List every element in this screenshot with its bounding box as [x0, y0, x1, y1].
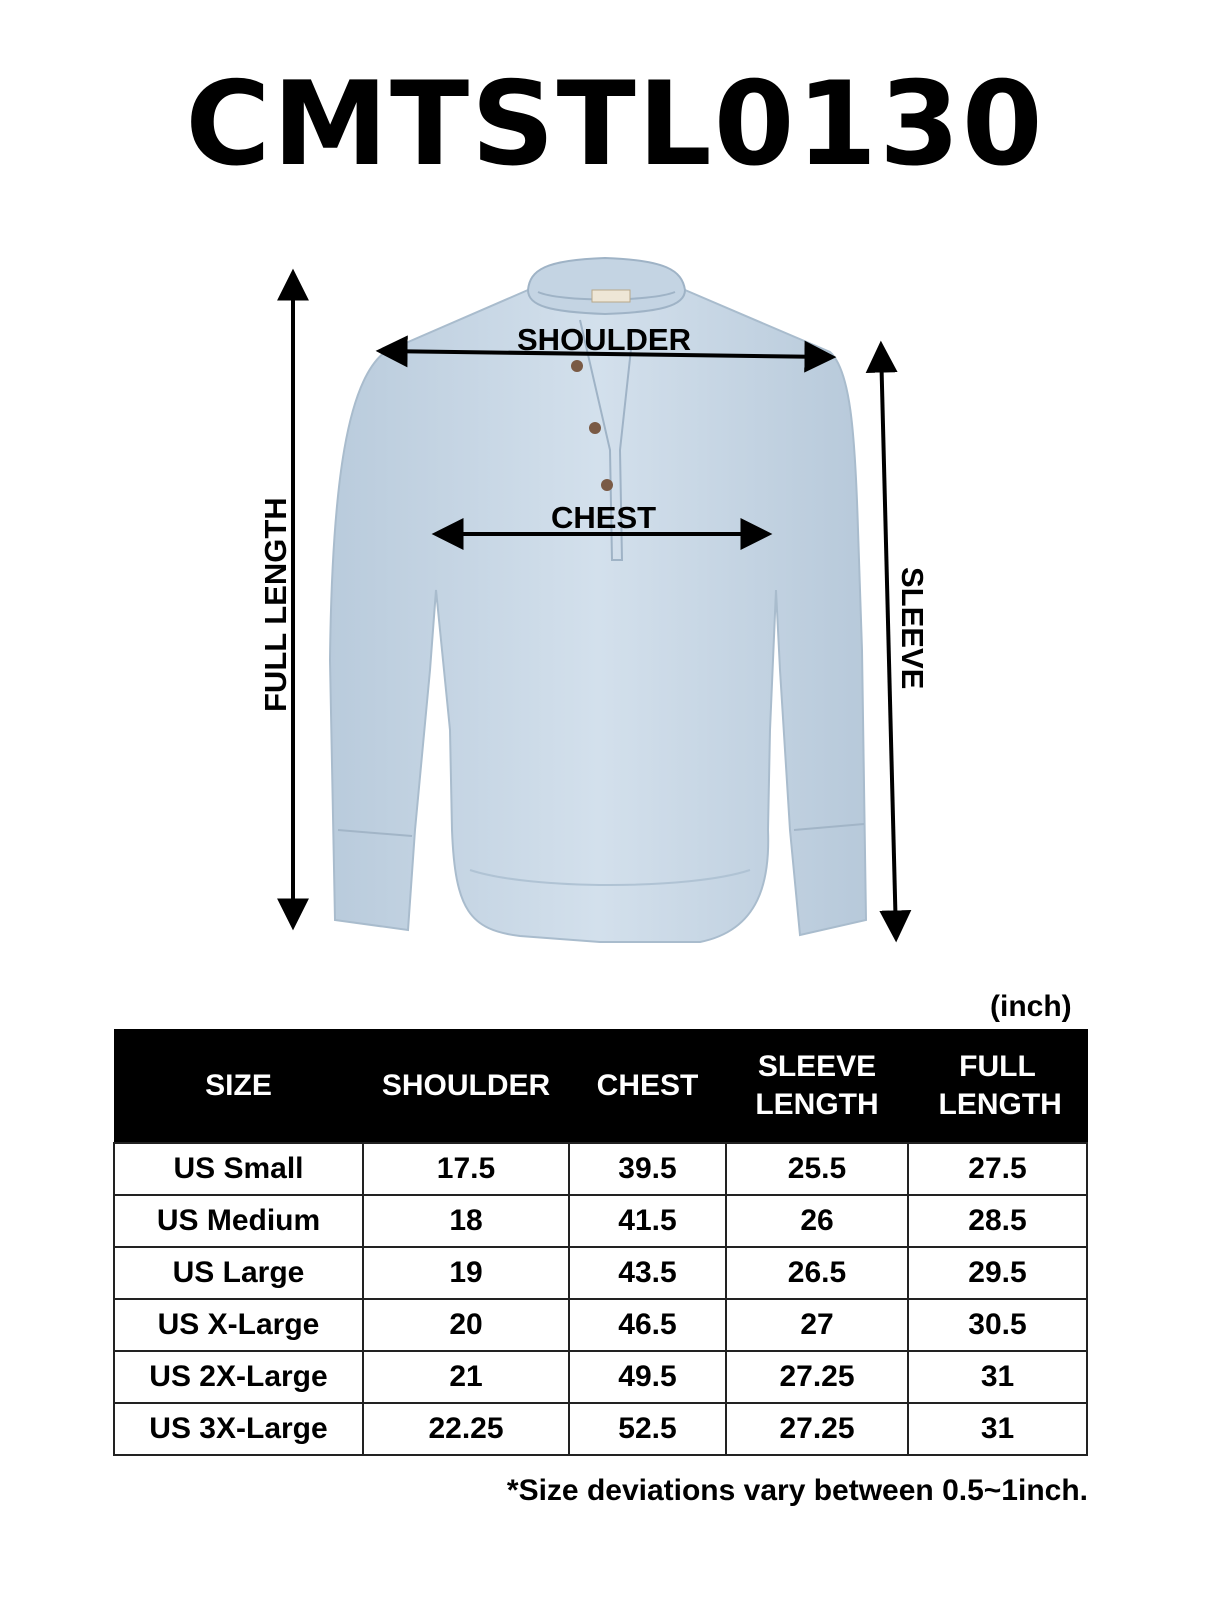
full-length-cell: 27.5: [908, 1143, 1087, 1195]
full-length-cell: 31: [908, 1351, 1087, 1403]
header-sleeve-length: SLEEVE LENGTH: [726, 1030, 908, 1144]
table-row: [114, 1403, 1087, 1455]
sleeve-label: SLEEVE: [895, 567, 930, 690]
table-header-row: [114, 1030, 1087, 1144]
size-cell: US Medium: [114, 1195, 363, 1247]
chest-cell: 49.5: [569, 1351, 726, 1403]
shoulder-cell: 19: [363, 1247, 569, 1299]
header-full-length: FULL LENGTH: [908, 1030, 1087, 1144]
shoulder-cell: 18: [363, 1195, 569, 1247]
size-deviation-note: *Size deviations vary between 0.5~1inch.: [506, 1474, 1088, 1507]
chest-cell: 41.5: [569, 1195, 726, 1247]
shoulder-label: SHOULDER: [517, 322, 691, 357]
shoulder-cell: 20: [363, 1299, 569, 1351]
full-length-cell: 30.5: [908, 1299, 1087, 1351]
chest-cell: 52.5: [569, 1403, 726, 1455]
chest-cell: 46.5: [569, 1299, 726, 1351]
size-cell: US Small: [114, 1143, 363, 1195]
header-chest: CHEST: [569, 1030, 726, 1144]
chest-label: CHEST: [551, 500, 657, 535]
sleeve-length-cell: 27.25: [726, 1351, 908, 1403]
full-length-cell: 28.5: [908, 1195, 1087, 1247]
size-chart-table: [113, 1029, 1088, 1456]
full-length-cell: 31: [908, 1403, 1087, 1455]
chest-cell: 43.5: [569, 1247, 726, 1299]
sleeve-length-cell: 27.25: [726, 1403, 908, 1455]
sleeve-length-cell: 26.5: [726, 1247, 908, 1299]
sleeve-length-cell: 27: [726, 1299, 908, 1351]
shoulder-cell: 22.25: [363, 1403, 569, 1455]
unit-label: (inch): [990, 990, 1072, 1023]
size-cell: US 2X-Large: [114, 1351, 363, 1403]
header-size: SIZE: [114, 1030, 363, 1144]
table-row: [114, 1195, 1087, 1247]
sleeve-length-cell: 26: [726, 1195, 908, 1247]
size-cell: US X-Large: [114, 1299, 363, 1351]
table-row: [114, 1351, 1087, 1403]
chest-cell: 39.5: [569, 1143, 726, 1195]
size-cell: US Large: [114, 1247, 363, 1299]
shoulder-cell: 21: [363, 1351, 569, 1403]
full-length-label: FULL LENGTH: [258, 497, 293, 712]
table-row: [114, 1299, 1087, 1351]
product-code-title: CMTSTL0130: [185, 57, 1045, 192]
full-length-cell: 29.5: [908, 1247, 1087, 1299]
table-row: [114, 1143, 1087, 1195]
shirt-collar-shape: [528, 258, 685, 314]
shoulder-cell: 17.5: [363, 1143, 569, 1195]
shirt-measurement-diagram: [0, 230, 1230, 970]
shirt-body-shape: [330, 290, 866, 942]
table-row: [114, 1247, 1087, 1299]
header-shoulder: SHOULDER: [363, 1030, 569, 1144]
sleeve-length-cell: 25.5: [726, 1143, 908, 1195]
size-cell: US 3X-Large: [114, 1403, 363, 1455]
